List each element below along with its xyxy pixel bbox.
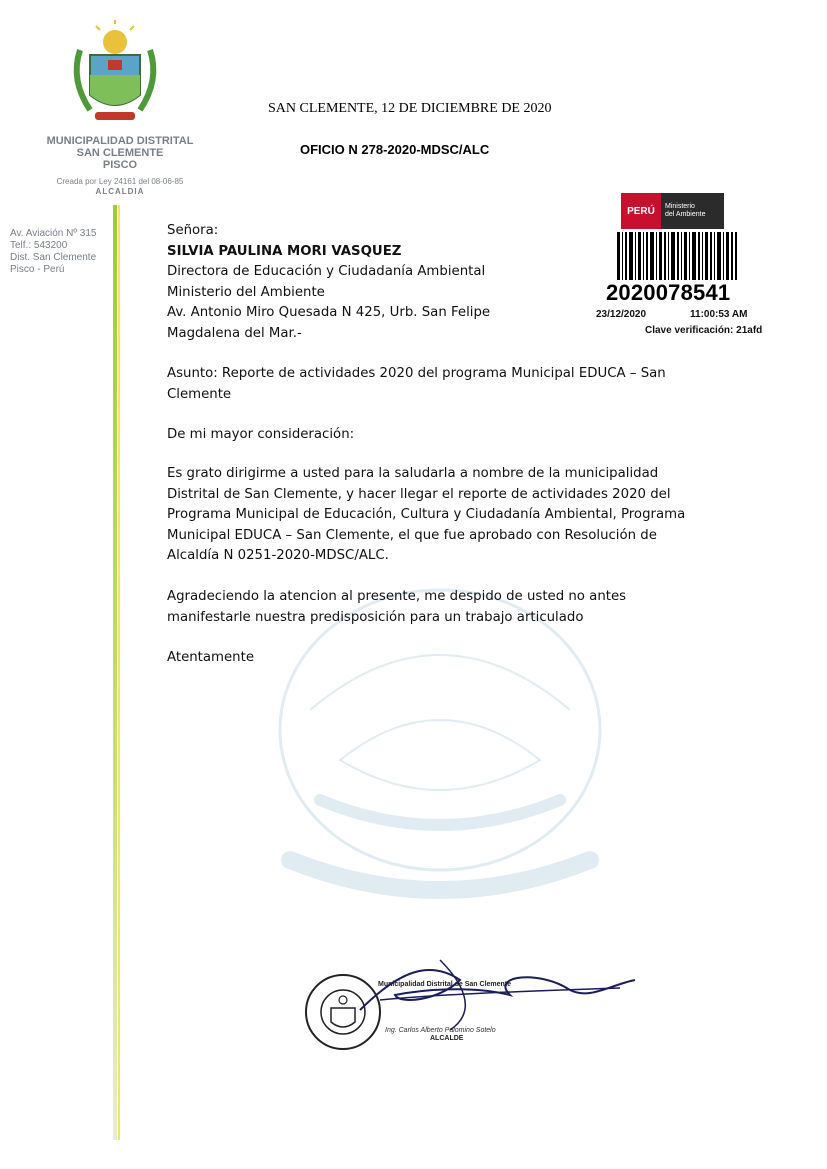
creation-law: Creada por Ley 24161 del 08-06-85 — [56, 177, 184, 186]
ministry-logo-line: del Ambiente — [665, 211, 706, 218]
address-line: Telf.: 543200 — [10, 240, 68, 251]
paragraph-line: Es grato dirigirme a usted para la saludarla a nombre de la municipalidad — [167, 466, 659, 481]
peru-logo-block: PERÚ — [621, 193, 661, 229]
municipality-name-line: SAN CLEMENTE — [76, 147, 164, 159]
paragraph-line: Alcaldía N 0251-2020-MDSC/ALC. — [167, 548, 389, 564]
barcode-icon — [617, 232, 737, 280]
margin-line-yellow — [118, 205, 120, 1140]
recipient-line: Magdalena del Mar.- — [167, 325, 302, 341]
municipality-name-line: MUNICIPALIDAD DISTRITAL — [46, 135, 194, 147]
margin-line-green — [113, 205, 117, 1140]
subject-line: Clemente — [167, 386, 232, 402]
signer-name: Ing. Carlos Alberto Palomino Sotelo — [385, 1027, 496, 1034]
recipient-block — [167, 221, 490, 345]
recipient-name: SILVIA PAULINA MORI VASQUEZ — [167, 243, 402, 259]
paragraph-line: Programa Municipal de Educación, Cultura y Ciudadanía Ambiental, Programa — [167, 507, 686, 523]
paragraph-1 — [167, 464, 685, 567]
ministry-logo-line: Ministerio — [665, 203, 695, 210]
stamp-time: 11:00:53 AM — [690, 309, 748, 320]
oficio-number: OFICIO N 278-2020-MDSC/ALC — [300, 142, 490, 157]
subject-line: Asunto: Reporte de actividades 2020 del programa Municipal EDUCA – San — [167, 366, 666, 381]
salutation: Señora: — [167, 223, 219, 238]
paragraph-line: Agradeciendo la atencion al presente, me despido de usted no antes — [167, 589, 627, 604]
ministry-logo — [621, 193, 724, 229]
date-line: SAN CLEMENTE, 12 DE DICIEMBRE DE 2020 — [268, 101, 552, 116]
signer-title: ALCALDE — [430, 1035, 464, 1042]
municipal-crest-logo — [60, 20, 170, 130]
address-line: Av. Aviación Nº 315 — [10, 228, 97, 239]
creation-note — [30, 177, 210, 197]
subject — [167, 364, 666, 405]
document-number: 2020078541 — [606, 280, 731, 305]
verification-key: Clave verificación: 21afd — [645, 325, 763, 336]
paragraph-line: manifestarle nuestra predisposición para un trabajo articulado — [167, 609, 584, 625]
letterhead-address — [10, 228, 110, 276]
municipality-name-line: PISCO — [102, 159, 138, 171]
address-line: Pisco - Perú — [10, 264, 65, 275]
ministry-logo-text — [661, 203, 705, 219]
paragraph-line: Distrital de San Clemente, y hacer llegar el reporte de actividades 2020 del — [167, 486, 671, 502]
stamp-date: 23/12/2020 — [596, 309, 647, 320]
recipient-line: Directora de Educación y Ciudadanía Ambiental — [167, 264, 486, 280]
address-line: Dist. San Clemente — [10, 252, 97, 263]
recipient-line: Av. Antonio Miro Quesada N 425, Urb. San Felipe — [167, 305, 491, 321]
greeting: De mi mayor consideración: — [167, 427, 355, 442]
paragraph-line: Municipal EDUCA – San Clemente, el que fue aprobado con Resolución de — [167, 527, 657, 543]
signature-municipality: Municipalidad Distrital de San Clemente — [378, 981, 512, 988]
office-label: ALCALDIA — [95, 187, 145, 196]
municipality-name — [30, 135, 210, 171]
paragraph-2 — [167, 587, 626, 628]
closing: Atentamente — [167, 650, 255, 665]
recipient-line: Ministerio del Ambiente — [167, 284, 325, 300]
